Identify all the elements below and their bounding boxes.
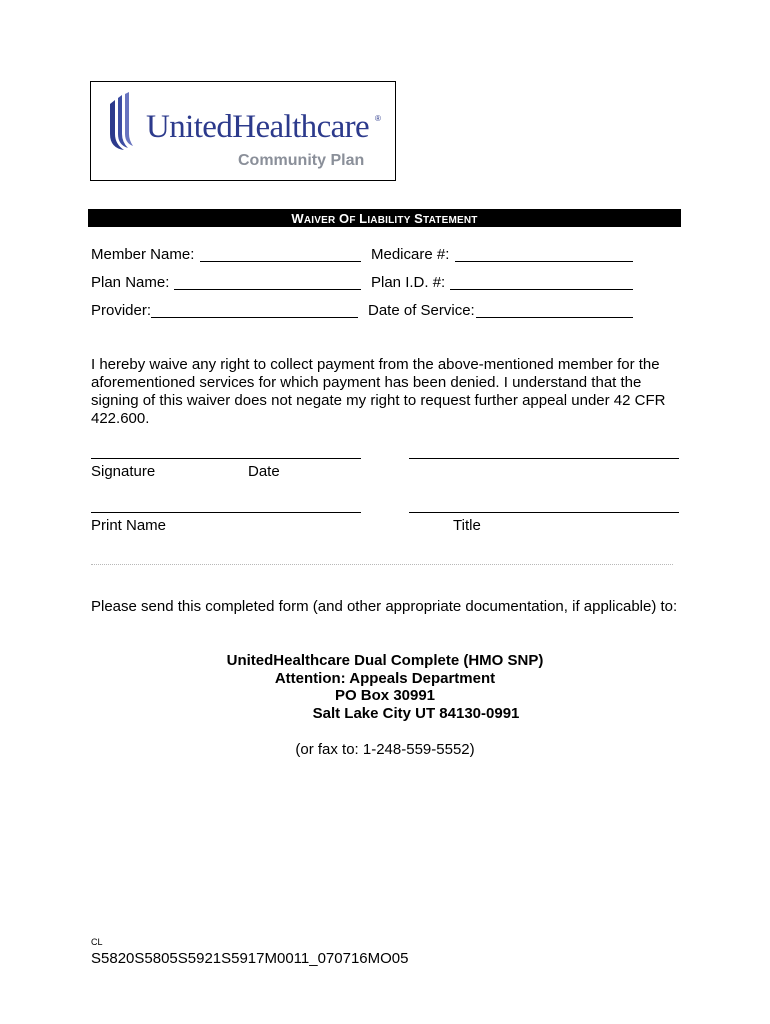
waiver-statement: I hereby waive any right to collect payment from the above-mentioned member for the aforementioned services for which payment has been denied. I understand that the signing of this waiver does not negate my right to request further appeal under 42 CFR 422.600. xyxy=(91,356,666,427)
address-line-4: Salt Lake City UT 84130-0991 xyxy=(312,705,520,722)
title-word: W xyxy=(291,211,304,226)
title-word: O xyxy=(339,211,350,226)
signature-date-line[interactable] xyxy=(409,458,679,459)
date-of-service-label: Date of Service: xyxy=(368,302,475,319)
provider-label: Provider: xyxy=(91,302,152,319)
dotted-separator xyxy=(91,564,673,565)
logo-box xyxy=(90,81,396,181)
date-of-service-field[interactable] xyxy=(476,317,633,318)
uhc-shield-icon xyxy=(107,92,137,152)
signature-line[interactable] xyxy=(91,458,361,459)
address-line-1: UnitedHealthcare Dual Complete (HMO SNP) xyxy=(226,652,544,669)
footer-form-code: S5820S5805S5921S5917M0011_070716MO05 xyxy=(91,950,409,967)
plan-name-field[interactable] xyxy=(174,289,361,290)
mailing-instruction: Please send this completed form (and other appropriate documentation, if applicable) to: xyxy=(91,598,678,615)
plan-id-field[interactable] xyxy=(450,289,633,290)
title-word: S xyxy=(414,211,424,226)
medicare-number-field[interactable] xyxy=(455,261,633,262)
date-label: Date xyxy=(248,463,280,480)
address-line-3: PO Box 30991 xyxy=(334,687,436,704)
registered-mark: ® xyxy=(375,114,381,123)
address-line-2: Attention: Appeals Department xyxy=(274,670,496,687)
title-line[interactable] xyxy=(409,512,679,513)
title-word-rest: F xyxy=(349,215,356,226)
member-name-field[interactable] xyxy=(200,261,361,262)
footer-code-small: CL xyxy=(91,937,103,947)
provider-field[interactable] xyxy=(151,317,358,318)
form-title xyxy=(291,212,477,226)
logo-subtitle: Community Plan xyxy=(238,152,365,169)
print-name-line[interactable] xyxy=(91,512,361,513)
medicare-number-label: Medicare #: xyxy=(371,246,450,263)
print-name-label: Print Name xyxy=(91,517,167,534)
fax-number: (or fax to: 1-248-559-5552) xyxy=(295,741,475,758)
form-title-bar xyxy=(88,209,681,227)
title-label: Title xyxy=(453,517,481,534)
title-word-rest: AIVER xyxy=(303,215,336,226)
title-word: L xyxy=(359,211,368,226)
member-name-label: Member Name: xyxy=(91,246,195,263)
logo-wordmark: UnitedHealthcare xyxy=(146,109,370,145)
title-word-rest: TATEMENT xyxy=(423,215,478,226)
plan-name-label: Plan Name: xyxy=(91,274,170,291)
plan-id-label: Plan I.D. #: xyxy=(371,274,446,291)
signature-label: Signature xyxy=(91,463,156,480)
title-word-rest: IABILITY xyxy=(367,215,411,226)
